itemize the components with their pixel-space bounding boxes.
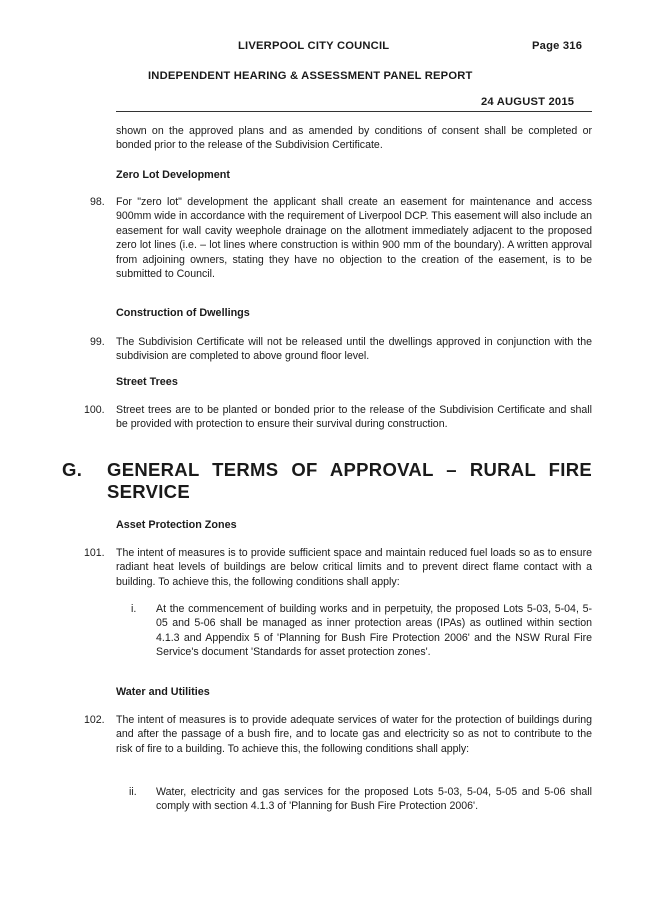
condition-text-102: The intent of measures is to provide adequate services of water for the protection of buildings during and after the passage of a bush fire, and to locate gas and electricity so as not to contribute to the risk of fire to a building. To achieve this, the following conditions shall apply: — [116, 714, 592, 755]
condition-text-98: For "zero lot" development the applicant shall create an easement for maintenance and access 900mm wide in accordance with the requirement of Liverpool DCP. This easement will also include an easement for wall cavity weephole drainage on the allotment immediately adjacent to the proposed zero lot lines (i.e. – lot lines where construction is within 900 mm of the boundary). A written approval from adjoining owners, stating they have no objection to the creation of the easement, is to be submitted to Council. — [116, 196, 592, 281]
heading-zero-lot: Zero Lot Development — [116, 169, 230, 181]
condition-number-102: 102. — [84, 714, 105, 726]
condition-number-100: 100. — [84, 404, 105, 416]
heading-water-utilities: Water and Utilities — [116, 686, 210, 698]
condition-number-98: 98. — [90, 196, 105, 208]
item-number-i: i. — [131, 603, 137, 615]
item-text-ii: Water, electricity and gas services for the proposed Lots 5-03, 5-04, 5-05 and 5-06 shall comply with section 4.1.3 of 'Planning for Bush Fire Protection 2006'. — [156, 786, 592, 813]
part-g-title-line1: GENERAL TERMS OF APPROVAL – RURAL FIRE — [107, 459, 592, 480]
continuation-text: shown on the approved plans and as amended by conditions of consent shall be completed or bonded prior to the release of the Subdivision Certificate. — [116, 125, 592, 152]
council-name: LIVERPOOL CITY COUNCIL — [238, 40, 390, 52]
item-text-i: At the commencement of building works and in perpetuity, the proposed Lots 5-03, 5-04, 5-05 and 5-06 shall be managed as inner protection areas (IPAs) as outlined within section 4.1.3 and Appendix 5 of 'Planning for Bush Fire Protection 2006' and the NSW Rural Fire Service's document 'Standards for asset protection zones'. — [156, 603, 592, 659]
part-g-letter: G. — [62, 459, 83, 480]
header-rule — [116, 111, 592, 112]
part-g-title-line2: SERVICE — [107, 481, 190, 502]
heading-asset-protection: Asset Protection Zones — [116, 519, 237, 531]
report-title: INDEPENDENT HEARING & ASSESSMENT PANEL REPORT — [148, 70, 473, 82]
condition-text-99: The Subdivision Certificate will not be released until the dwellings approved in conjunction with the subdivision are completed to above ground floor level. — [116, 336, 592, 363]
condition-number-101: 101. — [84, 547, 105, 559]
item-number-ii: ii. — [129, 786, 137, 798]
heading-construction: Construction of Dwellings — [116, 307, 250, 319]
condition-text-100: Street trees are to be planted or bonded prior to the release of the Subdivision Certificate and shall be provided with protection to ensure their survival during construction. — [116, 404, 592, 431]
condition-number-99: 99. — [90, 336, 105, 348]
heading-street-trees: Street Trees — [116, 376, 178, 388]
page-number: Page 316 — [532, 40, 583, 52]
condition-text-101: The intent of measures is to provide sufficient space and maintain reduced fuel loads so as to ensure radiant heat levels of buildings are below critical limits and to prevent direct flame contact with a building. To achieve this, the following conditions shall apply: — [116, 547, 592, 588]
report-date: 24 AUGUST 2015 — [481, 96, 575, 108]
